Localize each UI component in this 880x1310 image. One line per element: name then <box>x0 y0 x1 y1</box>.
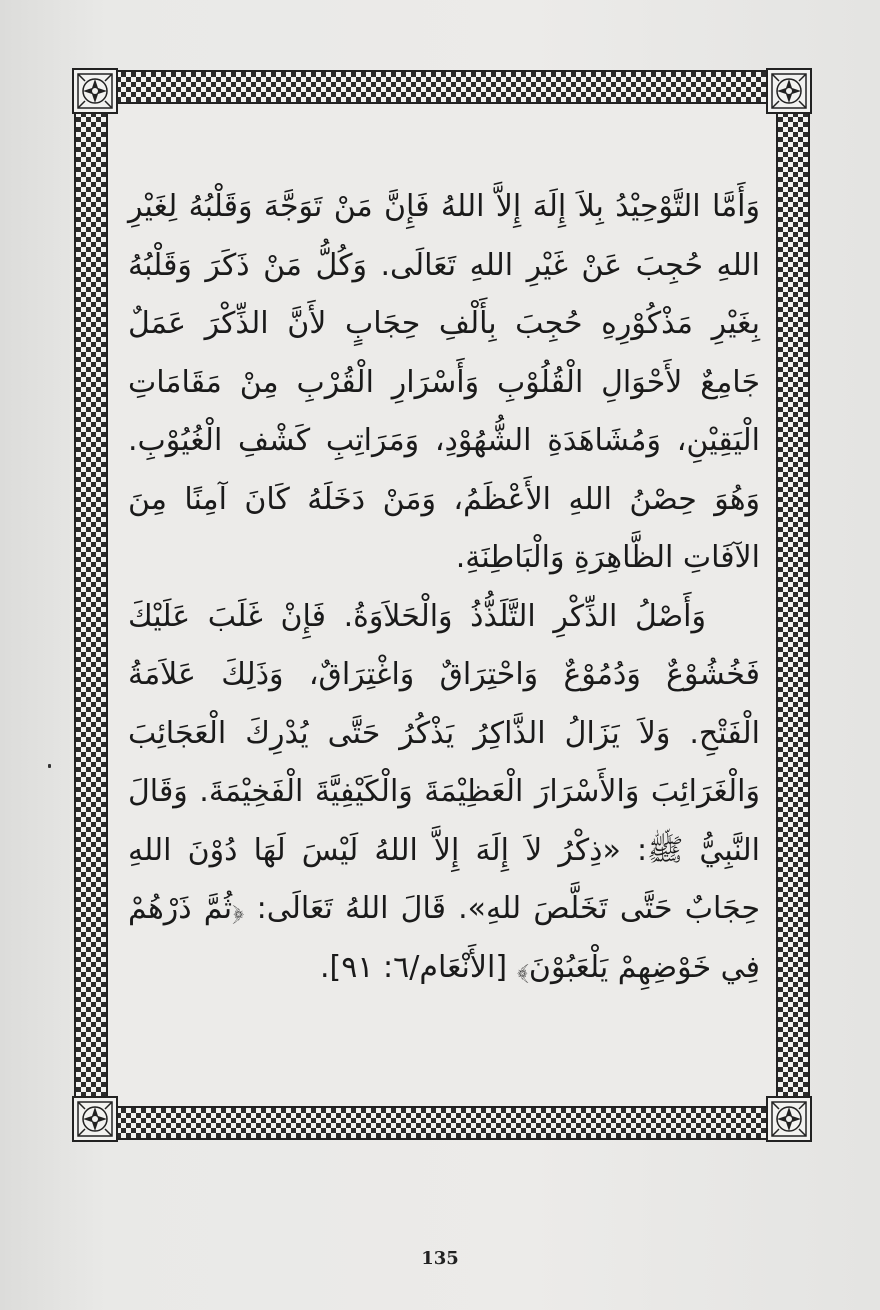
checker-border-bottom <box>76 1108 808 1138</box>
checker-border-top <box>76 72 808 102</box>
ornament-icon <box>72 1096 118 1142</box>
paper-speck <box>48 764 51 768</box>
ornament-icon <box>766 1096 812 1142</box>
page-number: 135 <box>421 1248 459 1269</box>
checker-border-left <box>76 72 106 1138</box>
paragraph: وَأَمَّا التَّوْحِيْدُ بِلاَ إِلَهَ إِلاَّ اللهُ فَإِنَّ مَنْ تَوَجَّهَ وَقَلْبُهُ لِغَيْرِ اللهِ حُجِبَ عَنْ غَيْرِ اللهِ تَعَالَى. وَكُلُّ مَنْ ذَكَرَ وَقَلْبُهُ بِغَيْرِ مَذْكُوْرِهِ حُجِبَ بِأَلْفِ حِجَابٍ لأَنَّ الذِّكْرَ عَمَلٌ جَامِعٌ لأَحْوَالِ الْقُلُوْبِ وَأَسْرَارِ الْقُرْبِ مِنْ مَقَامَاتِ الْيَقِيْنِ، وَمُشَاهَدَةِ الشُّهُوْدِ، وَمَرَاتِبِ كَشْفِ الْغُيُوْبِ. وَهُوَ حِصْنُ اللهِ الأَعْظَمُ، وَمَنْ دَخَلَهُ كَانَ آمِنًا مِنَ الآفَاتِ الظَّاهِرَةِ وَالْبَاطِنَةِ. <box>128 189 760 575</box>
ornament-icon <box>72 68 118 114</box>
ornament-icon <box>766 68 812 114</box>
body-text <box>128 178 760 997</box>
paragraph: وَأَصْلُ الذِّكْرِ التَّلَذُّذُ وَالْحَلاَوَةُ. فَإِنْ غَلَبَ عَلَيْكَ فَخُشُوْعٌ وَدُمُوْعٌ وَاحْتِرَاقٌ وَاغْتِرَاقٌ، وَذَلِكَ عَلاَمَةُ الْفَتْحِ. وَلاَ يَزَالُ الذَّاكِرُ يَذْكُرُ حَتَّى يُدْرِكَ الْعَجَائِبَ وَالْغَرَائِبَ وَالأَسْرَارَ الْعَظِيْمَةَ وَالْكَيْفِيَّةَ الْفَخِيْمَةَ. وَقَالَ النَّبِيُّ ﷺ: «ذِكْرُ لاَ إِلَهَ إِلاَّ اللهُ لَيْسَ لَهَا دُوْنَ اللهِ حِجَابٌ حَتَّى تَخَلَّصَ للهِ». قَالَ اللهُ تَعَالَى: ﴿ثُمَّ ذَرْهُمْ فِي خَوْضِهِمْ يَلْعَبُوْنَ﴾ [الأَنْعَام/٦: ٩١]. <box>128 598 760 985</box>
checker-border-right <box>778 72 808 1138</box>
